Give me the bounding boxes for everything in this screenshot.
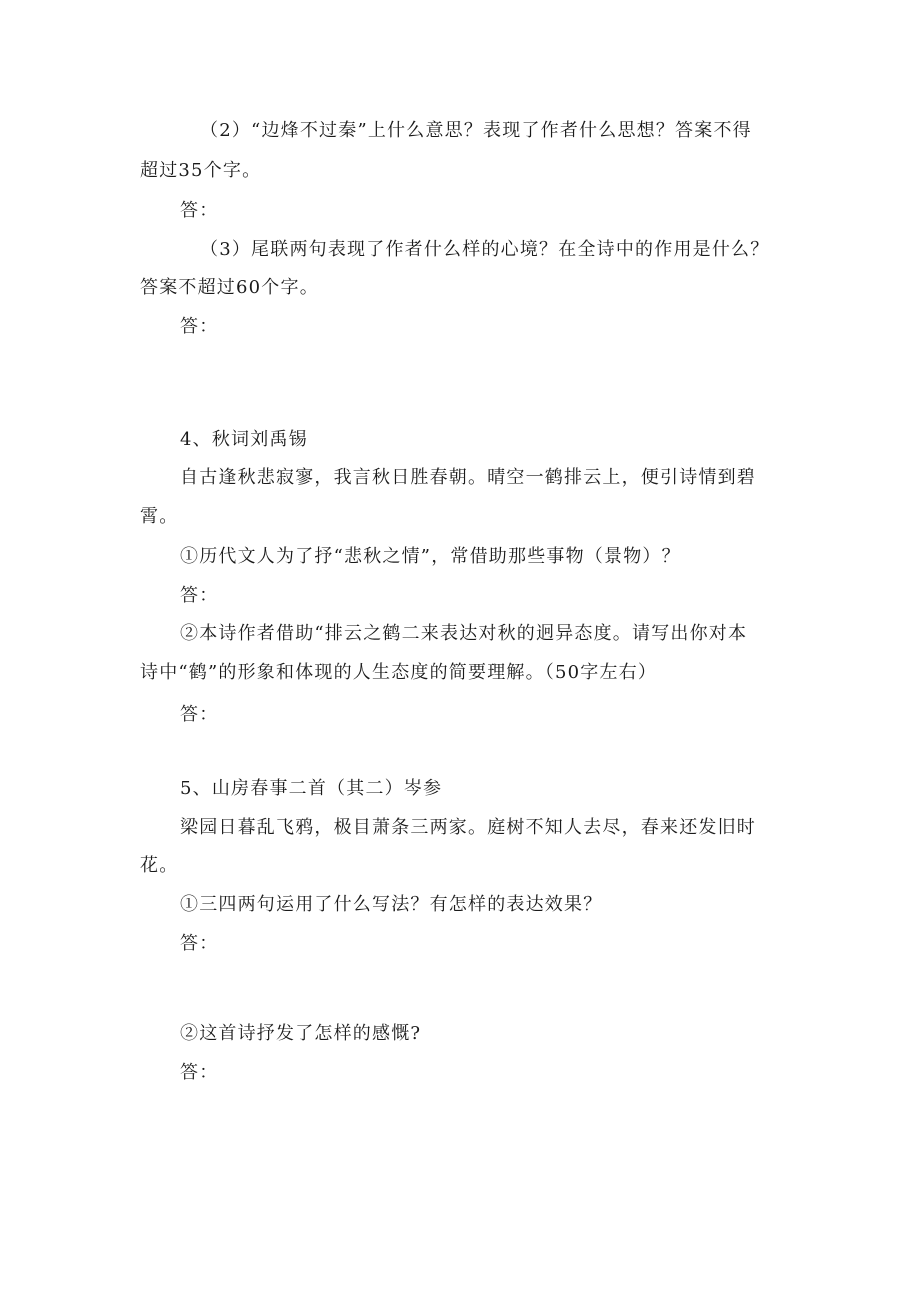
- question-3-prompt-continued: 答案不超过60个字。: [140, 277, 319, 298]
- question-2-prompt-continued: 超过35个字。: [140, 160, 262, 181]
- question-4-2-prompt-continued: 诗中“鹤”的形象和体现的人生态度的简要理解。（50字左右）: [140, 662, 658, 683]
- question-5-1-prompt: ①三四两句运用了什么写法？有怎样的表达效果？: [180, 894, 603, 915]
- section-5-heading: 5、山房春事二首（其二）岑参: [180, 778, 443, 799]
- answer-label: 答：: [180, 704, 219, 725]
- answer-label: 答：: [180, 1062, 219, 1083]
- question-3-prompt: （3）尾联两句表现了作者什么样的心境？在全诗中的作用是什么？: [200, 239, 770, 260]
- poem-4-text-continued: 霄。: [140, 506, 179, 527]
- answer-label: 答：: [180, 200, 219, 221]
- answer-label: 答：: [180, 316, 219, 337]
- section-4-heading: 4、秋词刘禹锡: [180, 429, 308, 450]
- question-4-1-prompt: ①历代文人为了抒“悲秋之情”，常借助那些事物（景物）？: [180, 546, 681, 567]
- answer-label: 答：: [180, 585, 219, 606]
- question-4-2-prompt: ②本诗作者借助“排云之鹤二来表达对秋的迥异态度。请写出你对本: [180, 623, 748, 644]
- poem-4-text: 自古逢秋悲寂寥，我言秋日胜春朝。晴空一鹤排云上，便引诗情到碧: [180, 467, 756, 488]
- answer-label: 答：: [180, 933, 219, 954]
- poem-5-text: 梁园日暮乱飞鸦，极目萧条三两家。庭树不知人去尽，春来还发旧时: [180, 817, 756, 838]
- question-5-2-prompt: ②这首诗抒发了怎样的感慨?: [180, 1023, 422, 1044]
- question-2-prompt: （2）“边烽不过秦”上什么意思？表现了作者什么思想？答案不得: [200, 120, 752, 141]
- poem-5-text-continued: 花。: [140, 855, 179, 876]
